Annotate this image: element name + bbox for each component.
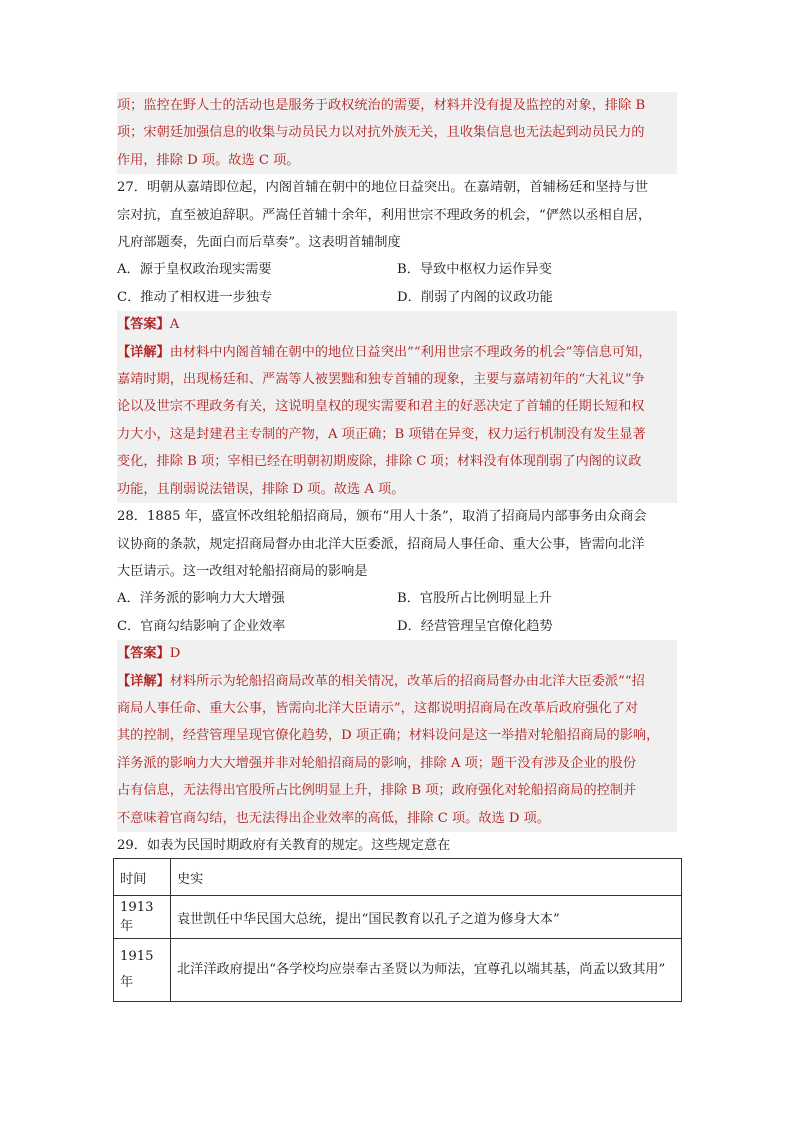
explanation-line [117, 668, 677, 695]
option-b: B．官股所占比例明显上升 [397, 591, 552, 607]
options-row [117, 585, 677, 612]
explanation-line: 功能，且削弱说法错误，排除 D 项。故选 A 项。 [117, 481, 405, 497]
document-content [117, 92, 677, 859]
answer-block [117, 311, 677, 503]
options-row [117, 284, 677, 311]
question-stem-line: 议协商的条款，规定招商局督办由北洋大臣委派，招商局人事任命、重大公事，皆需向北洋 [117, 536, 645, 552]
explanation-line: 商局人事任命、重大公事，皆需向北洋大臣请示”，这都说明招商局在改革后政府强化了对 [117, 700, 639, 716]
answer-value: D [169, 646, 181, 662]
answer-block [117, 640, 677, 832]
table-header-cell: 时间 [114, 859, 171, 896]
question-29-stem: 29．如表为民国时期政府有关教育的规定。这些规定意在 [117, 837, 451, 853]
explanation-tag: 【详解】 [117, 344, 170, 360]
option-d: D．经营管理呈官僚化趋势 [397, 618, 553, 634]
explanation-line: 变化，排除 B 项；宰相已经在明朝初期废除，排除 C 项；材料没有体现削弱了内阁的议政 [117, 454, 642, 470]
explanation-line [117, 339, 677, 366]
option-b: B．导致中枢权力运作异变 [397, 262, 552, 278]
answer-tag: 【答案】 [117, 646, 170, 662]
option-c: C．推动了相权进一步独专 [117, 289, 273, 305]
table-row [114, 939, 682, 1002]
option-a: A．洋务派的影响力大大增强 [117, 591, 285, 607]
table-row [114, 896, 682, 939]
question-28 [117, 503, 677, 832]
table-cell: 1915 年 [114, 939, 171, 1002]
question-stem-line: 大臣请示。这一改组对轮船招商局的影响是 [117, 563, 368, 579]
table-header-cell: 史实 [171, 859, 682, 896]
prev-explanation-block [117, 92, 677, 174]
prev-explanation-line: 项；监控在野人士的活动也是服务于政权统治的需要，材料并没有提及监控的对象，排除 B [117, 98, 646, 113]
answer-tag: 【答案】 [117, 317, 170, 333]
table-header-row [114, 859, 682, 896]
explanation-line: 不意味着官商勾结，也无法得出企业效率的高低，排除 C 项。故选 D 项。 [117, 810, 551, 826]
question-stem-line: 28．1885 年，盛宣怀改组轮船招商局，颁布“用人十条”，取消了招商局内部事务由众商会 [117, 509, 647, 525]
explanation-line: 论以及世宗不理政务有关，这说明皇权的现实需要和君主的好恶决定了首辅的任期长短和权 [117, 399, 645, 415]
explanation-tag: 【详解】 [117, 673, 170, 689]
options-row [117, 256, 677, 283]
table-cell: 北洋洋政府提出“各学校均应崇奉古圣贤以为师法，宜尊孔以端其基，尚孟以致其用” [171, 939, 682, 1002]
table-cell: 袁世凯任中华民国大总统，提出“国民教育以孔子之道为修身大本” [171, 896, 682, 939]
answer-value: A [169, 317, 180, 333]
answer-line [117, 311, 677, 338]
explanation-text: 由材料中内阁首辅在朝中的地位日益突出”“利用世宗不理政务的机会”等信息可知， [169, 344, 652, 360]
explanation-line: 力大小，这是封建君主专制的产物，A 项正确；B 项错在异变，权力运行机制没有发生显著 [117, 426, 646, 442]
explanation-line: 嘉靖时期，出现杨廷和、严嵩等人被罢黜和独专首辅的现象，主要与嘉靖初年的“大礼议”争 [117, 372, 645, 388]
options-row [117, 613, 677, 640]
prev-explanation-line: 项；宋朝廷加强信息的收集与动员民力以对抗外族无关，且收集信息也无法起到动员民力的 [117, 125, 645, 141]
option-d: D．削弱了内阁的议政功能 [397, 289, 553, 305]
question-stem-line: 宗对抗，直至被迫辞职。严嵩任首辅十余年，利用世宗不理政务的机会，“俨然以丞相自居， [117, 207, 652, 223]
answer-line [117, 640, 677, 667]
question-stem-line: 27．明朝从嘉靖即位起，内阁首辅在朝中的地位日益突出。在嘉靖朝，首辅杨廷和坚持与世 [117, 180, 649, 196]
explanation-line: 洋务派的影响力大大增强并非对轮船招商局的影响，排除 A 项；题干没有涉及企业的股份 [117, 755, 637, 771]
option-c: C．官商勾结影响了企业效率 [117, 618, 286, 634]
explanation-line: 占有信息，无法得出官股所占比例明显上升，排除 B 项；政府强化对轮船招商局的控制并 [117, 783, 637, 799]
option-a: A．源于皇权政治现实需要 [117, 262, 272, 278]
question-stem-line: 凡府部题奏，先面白而后草奏”。这表明首辅制度 [117, 235, 401, 251]
question-27 [117, 174, 677, 503]
table-cell: 1913 年 [114, 896, 171, 939]
prev-explanation-line: 作用，排除 D 项。故选 C 项。 [117, 152, 300, 168]
history-table [113, 858, 682, 1002]
explanation-line: 其的控制，经营管理呈现官僚化趋势，D 项正确；材料设问是这一举措对轮船招商局的影响， [117, 728, 660, 744]
explanation-text: 材料所示为轮船招商局改革的相关情况，改革后的招商局督办由北洋大臣委派”“招 [169, 673, 645, 689]
